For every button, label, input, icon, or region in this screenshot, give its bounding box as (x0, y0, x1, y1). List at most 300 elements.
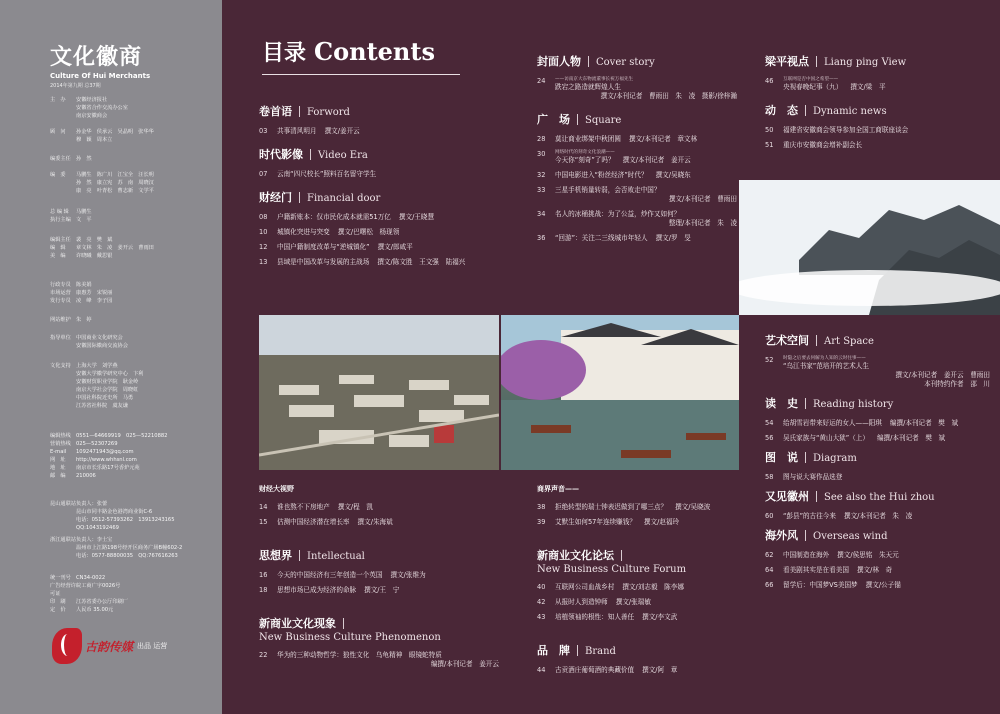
entry-title: 福建省安徽商会领导参加全国工商联座谈会 (783, 126, 909, 134)
entry-title: 莫让商业绑架中秋团圆 (555, 135, 621, 143)
entry-credit: 撰文/程 凯 (337, 503, 373, 511)
section-spacer (537, 533, 737, 547)
section-heading (259, 615, 499, 643)
toc-entry[interactable] (537, 171, 737, 180)
entry-line (783, 419, 990, 428)
toc-entry[interactable] (765, 419, 990, 428)
entry-kicker: 网络时代的刻奇文化浪潮—— (555, 150, 615, 155)
masthead-value: 210006 (76, 473, 96, 479)
masthead-role: 广告经营许可证 (50, 583, 76, 597)
masthead-value: 章文林 朱 凌 姜开云 曹雨田 (76, 245, 154, 251)
toc-entry[interactable] (765, 141, 990, 150)
entry-credit-line: 撰文/本刊记者 曹雨田 朱 凌 摄影/徐梓瀚 (600, 92, 737, 100)
toc-entry[interactable] (259, 586, 499, 595)
page-number: 08 (259, 213, 268, 221)
toc-entry[interactable] (259, 127, 499, 136)
entry-body (277, 243, 499, 252)
section-title-en: New Business Culture Forum (537, 564, 687, 575)
section-divider (816, 335, 817, 346)
entry-body (277, 228, 499, 237)
entry-body (783, 434, 990, 443)
entry-title: 云南“四尺校长”照料百名留守学生 (277, 170, 377, 178)
section-title-en: Diagram (813, 453, 857, 464)
entry-body (555, 77, 737, 101)
page-number: 13 (259, 258, 268, 266)
entry-line (555, 598, 737, 607)
entry-credit: 撰文/赵福玲 (643, 518, 680, 526)
entry-title: “回游”：关注二三线城市年轻人 (555, 234, 648, 242)
section-title-en: Dynamic news (813, 106, 887, 117)
masthead-value: 裴 亮 樊 斌 (76, 237, 113, 243)
masthead-row (50, 128, 210, 144)
section-title-cn: 海外风 (765, 529, 798, 542)
masthead-row (50, 472, 210, 480)
masthead-role: 文化支持 (50, 363, 71, 369)
section-title-cn: 广 场 (537, 113, 570, 126)
toc-section (537, 642, 737, 675)
masthead-role: 统一刊号 (50, 575, 71, 581)
entry-body (783, 551, 990, 560)
masthead-row (50, 606, 210, 614)
toc-section (765, 53, 990, 92)
toc-entry[interactable] (765, 551, 990, 560)
entry-credit: 撰文/朱海斌 (357, 518, 393, 526)
entry-line (783, 581, 990, 590)
entry-body (277, 586, 499, 595)
toc-section (765, 102, 990, 150)
entry-credit: 撰文/李文武 (642, 613, 678, 621)
entry-credit-line: 撰文/本刊记者 曹雨田 (668, 195, 737, 203)
entry-body (555, 598, 737, 607)
page-number: 64 (765, 566, 774, 574)
entry-credit: 撰文/吴晓波 (675, 503, 711, 511)
section-title-cn: 又见徽州 (765, 490, 809, 503)
toc-entry[interactable] (259, 571, 499, 580)
toc-entry[interactable] (537, 518, 737, 527)
entry-credit: 撰文/阿 章 (642, 666, 678, 674)
toc-entry[interactable] (765, 473, 990, 482)
entry-line (555, 666, 737, 675)
toc-entry[interactable] (765, 356, 990, 389)
entry-credit: 撰文/梁 平 (850, 83, 886, 91)
section-heading (259, 103, 499, 119)
masthead-role: 行政专员 (50, 282, 71, 288)
entry-line (277, 518, 499, 527)
entry-title: 互联网公司血战乡村 (555, 583, 615, 591)
toc-entry[interactable] (765, 566, 990, 575)
feature-subheading: 财经大视野 (259, 485, 294, 493)
entry-body (277, 503, 499, 512)
masthead-row (50, 432, 210, 440)
section-divider (805, 105, 806, 116)
entry-line (783, 141, 990, 150)
section-divider (621, 550, 622, 561)
section-divider (299, 550, 300, 561)
mountain-photo (739, 180, 1000, 315)
masthead-group (50, 171, 210, 195)
section-title-cn: 动 态 (765, 104, 798, 117)
entry-credit: 撰文/本刊记者 姜开云 (622, 156, 691, 164)
entry-title: 谁也熬不下房地产 (277, 503, 330, 511)
masthead-value: 马鹏生 陈广川 江宝全 汪长明 孙 然 康立宪 苏 南 周晓汉 康 亮 叶青松 曹志新 文学平 (76, 172, 154, 194)
section-heading (537, 111, 737, 127)
entry-body (277, 170, 499, 179)
entry-line (277, 170, 499, 179)
toc-entry[interactable] (537, 150, 737, 165)
toc-entry[interactable] (537, 613, 737, 622)
section-title-en: See also the Hui zhou (824, 492, 935, 503)
entry-body (555, 210, 737, 228)
masthead-value: 上海大学 刘学燕 安徽大学徽学研究中心 卞利 安徽财贸职业学院 耿金岭 南京大学社会学院 周晓虹 中国社科院近史所 马勇 江苏省社科院 虞友谦 (76, 363, 144, 409)
entry-title: 今天你“刻奇”了吗？ (555, 156, 615, 164)
section-divider (299, 192, 300, 203)
section-title-cn: 卷首语 (259, 105, 292, 118)
page-number: 18 (259, 586, 268, 594)
section-divider (577, 645, 578, 656)
entry-line (783, 362, 990, 371)
page-number: 38 (537, 503, 546, 511)
brand-script: 古韵传媒 (85, 639, 134, 654)
toc-entry[interactable] (537, 210, 737, 228)
masthead-row (50, 96, 210, 120)
masthead-value: 朱 婷 (76, 317, 92, 323)
entry-credit-line: 撰文/本刊记者 姜开云 曹雨田 (895, 371, 990, 379)
section-divider (588, 56, 589, 67)
masthead-group (50, 334, 210, 350)
masthead-group (50, 236, 210, 260)
brand-ops: 出品 运营 (137, 642, 168, 650)
entry-line (555, 186, 737, 195)
toc-entry[interactable] (259, 518, 499, 527)
masthead-row (50, 289, 210, 297)
entry-line (277, 503, 499, 512)
masthead-row (50, 236, 210, 244)
masthead-value: 马鹏生 (76, 209, 92, 215)
masthead-row (50, 281, 210, 289)
section-title-cn: 财经门 (259, 191, 292, 204)
masthead-value: 康惠芳 宋锐丽 (76, 290, 113, 296)
section-title-en: Overseas wind (813, 531, 888, 542)
section-title-en: Square (585, 115, 622, 126)
town-aerial-photo (259, 315, 499, 470)
entry-credit: 撰文/吴晓东 (655, 171, 691, 179)
toc-entry[interactable] (537, 666, 737, 675)
page-number: 46 (765, 77, 774, 85)
entry-body (783, 356, 990, 389)
section-heading (259, 547, 499, 563)
page-number: 10 (259, 228, 268, 236)
toc-section (259, 189, 499, 267)
toc-entry[interactable] (537, 598, 737, 607)
page-number: 34 (537, 210, 546, 218)
logo-title: 文化徽商 (50, 44, 143, 70)
masthead-value: 负责人：李士宝 温州市上江路198号经开区商务广场B幢602-2 电话：0577-88800035 QQ:767616263 (76, 537, 183, 559)
entry-body (555, 503, 737, 512)
toc-section (765, 527, 990, 590)
entry-line (277, 243, 499, 252)
section-title-en: Intellectual (307, 551, 365, 562)
masthead-value: 负责人：张蕾 昆山市同丰路金色港湾商业街C-6 电话：0512-57393262 13913243165 QQ:1043192469 (76, 501, 175, 531)
masthead-role: 定 价 (50, 607, 66, 613)
entry-body (783, 141, 990, 150)
toc-entry[interactable] (537, 135, 737, 144)
masthead-role: 营销热线 (50, 441, 71, 447)
masthead-role: E-mail (50, 449, 67, 455)
section-divider (310, 149, 311, 160)
masthead-row (50, 171, 210, 195)
title-en: Contents (314, 37, 435, 66)
page-number: 36 (537, 234, 546, 242)
toc-section (765, 332, 990, 389)
toc-entry[interactable] (259, 228, 499, 237)
toc-entry[interactable] (765, 434, 990, 443)
section-spacer (259, 533, 499, 547)
masthead-row (50, 216, 210, 224)
entry-credit: 撰文/郎咸平 (377, 243, 413, 251)
section-title-cn: 时代影像 (259, 148, 303, 161)
entry-credit: 撰文/林 奇 (856, 566, 893, 574)
toc-section (537, 53, 737, 101)
toc-section (537, 547, 737, 622)
toc-entry[interactable] (537, 186, 737, 204)
toc-section (259, 103, 499, 136)
toc-section (259, 615, 499, 669)
page-number: 44 (537, 666, 546, 674)
entry-body (783, 126, 990, 135)
toc-entry[interactable] (537, 503, 737, 512)
masthead-group (50, 574, 210, 614)
masthead-row (50, 316, 210, 324)
page-number: 32 (537, 171, 546, 179)
entry-kicker: ——访南京大东物流董事长祝万福先生 (555, 77, 634, 82)
entry-line (277, 213, 499, 222)
masthead-value: 人民币 35.00元 (76, 607, 114, 613)
toc-section (259, 547, 499, 595)
entry-body (555, 613, 737, 622)
entry-line (555, 518, 737, 527)
entry-title: 拒绝转型的瑞士钟表迟做到了哪三点？ (555, 503, 668, 511)
masthead-panel (0, 0, 222, 714)
entry-title: 中国制造在海外 (783, 551, 830, 559)
entry-credit: 撰文/陈文胜 王文强 陆福兴 (377, 258, 466, 266)
magazine-logo (50, 40, 160, 89)
section-title-en: Art Space (824, 336, 874, 347)
entry-title: 思想市场已成为经济的命脉 (277, 586, 357, 594)
entry-title: 艾默生如何57年连续赚钱？ (555, 518, 636, 526)
toc-entry[interactable] (765, 512, 990, 521)
entry-line (555, 210, 737, 219)
page-number: 51 (765, 141, 774, 149)
entry-line (277, 258, 499, 267)
entry-title: 户籍新账本：仅市民化成本就需51万亿 (277, 213, 391, 221)
masthead-value: 1092471943@qq.com (76, 449, 134, 455)
section-divider (816, 56, 817, 67)
masthead-group (50, 362, 210, 410)
entry-title: 央视春晚纪事（九） (783, 83, 843, 91)
page-number: 30 (537, 150, 546, 158)
page-number: 22 (259, 651, 268, 659)
entry-title: 留学后：中国梦VS美国梦 (783, 581, 858, 589)
section-heading-row (259, 615, 499, 631)
section-title-en: Liang ping View (824, 57, 907, 68)
toc-entry[interactable] (259, 170, 499, 179)
entry-credit: 撰文/张瑞敏 (615, 598, 651, 606)
entry-credit: 撰文/王 宁 (364, 586, 400, 594)
section-divider (816, 491, 817, 502)
section-title-cn: 新商业文化论坛 (537, 549, 614, 562)
masthead-role: 昆山通联站 (50, 501, 76, 507)
toc-entry[interactable] (537, 234, 737, 243)
page-number: 12 (259, 243, 268, 251)
entry-body (783, 581, 990, 590)
title-divider (262, 74, 460, 75)
page-number: 66 (765, 581, 774, 589)
masthead-row (50, 334, 210, 350)
masthead-group (50, 432, 210, 480)
publisher-brand (52, 628, 167, 664)
entry-body (277, 213, 499, 222)
brand-seal-icon (52, 628, 82, 664)
toc-column-3-lower (765, 332, 990, 596)
masthead-group (50, 128, 210, 144)
page-number: 56 (765, 434, 774, 442)
entry-credit: 撰文/王晓慧 (398, 213, 435, 221)
entry-title: 中国电影进入“粉丝经济”时代？ (555, 171, 648, 179)
section-heading (537, 642, 737, 658)
entry-credit-line: 整理/本刊记者 朱 凌 (668, 219, 737, 227)
toc-entry[interactable] (537, 77, 737, 101)
section-title-cn: 艺术空间 (765, 334, 809, 347)
masthead-value: 皖工商广字0026号 (76, 583, 121, 589)
section-heading (765, 488, 990, 504)
page-number: 62 (765, 551, 774, 559)
entry-body (555, 234, 737, 243)
page-number: 58 (765, 473, 774, 481)
masthead-role: 印 刷 (50, 599, 66, 605)
masthead-role: 总 编 辑 (50, 209, 69, 215)
page-number: 54 (765, 419, 774, 427)
entry-body (555, 150, 737, 165)
entry-line (783, 551, 990, 560)
page-number: 07 (259, 170, 268, 178)
entry-title: 从报时人到造钟师 (555, 598, 608, 606)
entry-credit: 撰文/本刊记者 章文林 (628, 135, 698, 143)
entry-body (277, 571, 499, 580)
section-title-en: Brand (585, 646, 616, 657)
toc-entry[interactable] (259, 213, 499, 222)
toc-entry[interactable] (259, 258, 499, 267)
masthead-role: 编辑热线 (50, 433, 71, 439)
section-title-cn: 封面人物 (537, 55, 581, 68)
masthead-row (50, 440, 210, 448)
masthead-group (50, 316, 210, 324)
water-village-photo (501, 315, 739, 470)
toc-entry[interactable] (537, 583, 737, 592)
page-number: 50 (765, 126, 774, 134)
entry-line (783, 512, 990, 521)
masthead-row (50, 362, 210, 410)
masthead-role: 地 址 (50, 465, 66, 471)
section-divider (805, 530, 806, 541)
page-number: 16 (259, 571, 268, 579)
masthead-role: 指导单位 (50, 335, 71, 341)
toc-entry[interactable] (765, 581, 990, 590)
entry-credit: 撰文/刘志毅 陈李娜 (622, 583, 684, 591)
entry-title: 县域是中国改革与发展的主战场 (277, 258, 370, 266)
toc-entry[interactable] (259, 651, 499, 669)
entry-body (783, 566, 990, 575)
toc-entry[interactable] (259, 503, 499, 512)
masthead-row (50, 297, 210, 305)
entry-title: “彭县”的古往今来 (783, 512, 836, 520)
section-heading (765, 53, 990, 69)
entry-credit: 编撰/本刊记者 樊 斌 (889, 419, 959, 427)
page-number: 43 (537, 613, 546, 621)
entry-title: 古贡酒庄葡萄酒的典藏价值 (555, 666, 635, 674)
masthead-group (50, 281, 210, 305)
masthead-role: 邮 编 (50, 473, 66, 479)
masthead-row (50, 536, 210, 560)
section-title-cn: 思想界 (259, 549, 292, 562)
masthead-role: 执行主编 (50, 217, 71, 223)
entry-line (277, 127, 499, 136)
masthead-value: 凌 峰 李子园 (76, 298, 113, 304)
toc-section (765, 395, 990, 443)
toc-section (537, 111, 737, 243)
masthead-value: 025—52307269 (76, 441, 118, 447)
toc-section (765, 449, 990, 482)
entry-title: 华为的三种动物哲学：狼性文化 乌龟精神 眼镜蛇特质 (277, 651, 442, 659)
page-title (262, 36, 462, 67)
masthead-value: 文 平 (76, 217, 92, 223)
entry-line (277, 651, 499, 660)
page-number: 14 (259, 503, 268, 511)
toc-entry[interactable] (765, 77, 990, 92)
page-number: 42 (537, 598, 546, 606)
toc-entry[interactable] (765, 126, 990, 135)
entry-body (555, 518, 737, 527)
entry-title: 名人的冰桶挑战：为了公益，炒作又如何？ (555, 210, 681, 218)
masthead-row (50, 448, 210, 456)
section-title-en: Forword (307, 107, 350, 118)
entry-title: 图与说大赛作品选登 (783, 473, 843, 481)
masthead-row (50, 456, 210, 464)
masthead-value: 许晓曦 戴思银 (76, 253, 113, 259)
entry-credit: 撰文/侯思铭 朱天元 (837, 551, 899, 559)
section-title-cn: 图 说 (765, 451, 798, 464)
issue-number: 2014年第九期 总37期 (50, 83, 101, 89)
section-title-en: New Business Culture Phenomenon (259, 632, 441, 643)
section-heading (537, 53, 737, 69)
section-heading (259, 189, 499, 205)
page-number: 40 (537, 583, 546, 591)
entry-body (555, 135, 737, 144)
entry-title: 培植领袖的根性：知人善任 (555, 613, 635, 621)
toc-entry[interactable] (259, 243, 499, 252)
entry-title: 中国户籍制度改革与“逆城镇化” (277, 243, 370, 251)
section-title-cn: 梁平视点 (765, 55, 809, 68)
entry-title: 给胡雪岩带来好运的女人——阳琪 (783, 419, 882, 427)
masthead-value: CN34-0022 (76, 575, 106, 581)
masthead-role: 市场运营 (50, 290, 71, 296)
logo-subtitle: Culture Of Hui Merchants (50, 72, 151, 80)
entry-line (783, 126, 990, 135)
masthead-role: 网 址 (50, 457, 66, 463)
section-spacer (537, 628, 737, 642)
entry-body (783, 419, 990, 428)
entry-line (555, 83, 737, 92)
toc-column-2-lower (537, 484, 737, 681)
